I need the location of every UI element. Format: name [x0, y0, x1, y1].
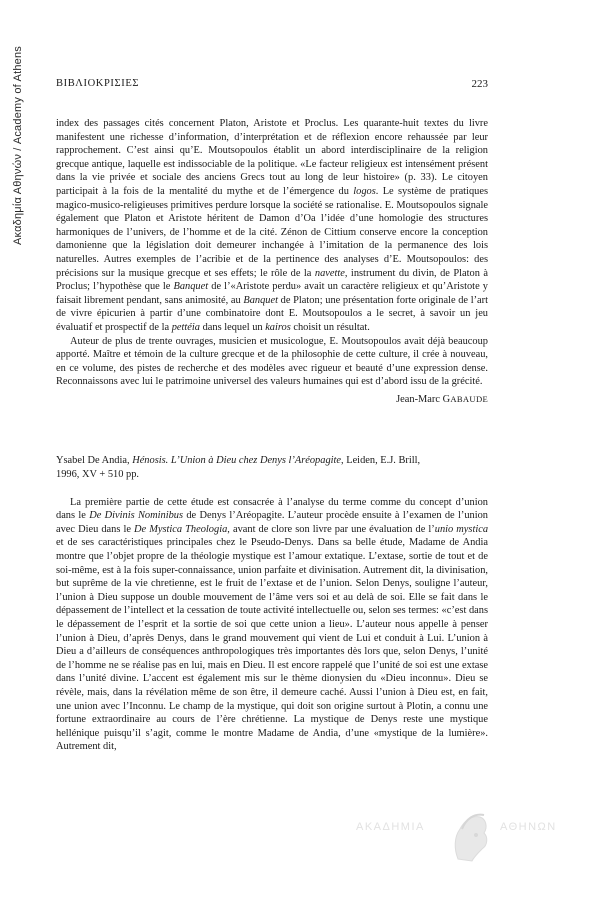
- review-signature: Jean-Marc GABAUDE: [396, 393, 488, 405]
- review2-bibliographic-entry: Ysabel De Andia, Hénosis. L’Union à Dieu chez Denys l’Aréopagite, Leiden, E.J. Brill, 1996, XV + 510 pp.: [56, 455, 421, 481]
- watermark-text-left: ΑΚΑΔΗΜΙΑ: [356, 821, 425, 833]
- review2-paragraph-1: La première partie de cette étude est consacrée à l’analyse du terme comme du concept d’union dans le De Divinis Nominibus de Denys l’Aréopagite. L’auteur procède ensuite à l’examen de l’union avec Dieu dans le De Mystica Theologia, avant de clore son livre par une évaluation de l’unio mystica et de ses caractéristiques principales chez le Pseudo-Denys. Dans sa belle étude, Madame de Andia montre que l’objet propre de la théologie mystique est l’amour extatique. L’extase, sortie de tout et de soi-même, est à la fois super-connaissance, union parfaite et divinisation. Autrement dit, la divinisation, but suprême de la vie chretienne, est le fruit de l’extase et de l’union. Selon Denys, souligne l’auteur, l’union à Dieu suppose un double mouvement de l’âme vers soi et au delà de soi. Elle se fait dans le dépassement de l’intellect et la cessation de toute activité intellectuelle ou, selon ses termes: «c’est dans le dépassement de l’esprit et la sortie de soi que cette union a lieu». L’auteur nous appelle à penser l’union à Dieu, d’après Denys, dans le grand mouvement qui vient de Lui et conduit à Lui. L’union à Dieu a d’ailleurs de conséquences anthropologiques très importantes dès lors que, selon Denys, l’unité de l’homme ne se réalise pas en lui, mais en Dieu. Il est encore rappelé que l’unité de soi est une extase dans l’unité divine. L’accent est également mis sur le thème dionysien du «Dieu inconnu». Dieu se révèle, mais, dans la révélation même de son être, il demeure caché. Aussi l’union à Dieu est, en fait, une union avec l’Inconnu. Le champ de la mystique, qui doit son origine surtout à Plotin, a connu une fortune extraordinaire au cours de l’ère chrétienne. La mystique de Denys reste une mystique hellénique puisqu’il s’agit, comme le montre Madame de Andia, d’une «mystique de la lumière». Autrement dit,: [56, 496, 489, 753]
- page-number: 223: [471, 78, 488, 90]
- side-watermark: Ακαδημία Αθηνών / Academy of Athens: [12, 45, 24, 245]
- watermark-text-right: ΑΘΗΝΩΝ: [500, 821, 557, 833]
- running-title: ΒΙΒΛΙΟΚΡΙΣΙΕΣ: [56, 78, 140, 89]
- review1-paragraph-1: index des passages cités concernent Platon, Aristote et Proclus. Les quarante-huit textes du livre manifestent une richesse d’information, d’interprétation et de réflexion encore rehaussée par leur rapprochement. C’est ainsi qu’E. Moutsopoulos établit un abord interdisciplinaire de la religion grecque antique, laquelle est indissociable de la politique. «Le facteur religieux est intensément présent dans la vie privée et sociale des anciens Grecs tout au long de leur histoire» (p. 33). Le citoyen participait à la fois de la mentalité du mythe et de l’émergence du logos. Le système de pratiques magico-musico-religieuses primitives perdure lorsque la société se rationalise. E. Moutsopoulos signale également que Platon et Aristote héritent de Damon d’Oa l’idée d’une homologie des structures harmoniques de l’univers, de l’homme et de la cité. Zénon de Cittium conserve encore la conception damonienne que la législation doit demeurer inchangée à l’imitation de la permanence des lois naturelles. Autres exemples de l’acribie et de la pertinence des analyses d’E. Moutsopoulos: des précisions sur la musique grecque et ses effets; le rôle de la navette, instrument du divin, de Platon à Proclus; l’hypothèse que le Banquet de l’«Aristote perdu» avait un caractère religieux et qu’Aristote y faisait librement pendant, sans animosité, au Banquet de Platon; une présentation forte originale de l’art de vivre épicurien à partir d’une combinatoire dont E. Moutsopoulos a le secret, à savoir un jeu évaluatif et prospectif de la pettéia dans lequel un kairos choisit un résultat.: [56, 118, 488, 333]
- signature-surname: GABAUDE: [442, 393, 488, 405]
- review1-paragraph-2: Auteur de plus de trente ouvrages, musicien et musicologue, E. Moutsopoulos avait déjà beaucoup apporté. Maître et témoin de la culture grecque et de la philosophie de cette culture, il crée à nouveau, en ce volume, des pistes de recherche et des modèles avec rigueur et beauté d’une expression dense. Reconnaissons avec lui le patrimoine universel des valeurs humaines qui est d’abord issu de la grécité.: [56, 335, 488, 388]
- athena-head-icon: [448, 809, 492, 863]
- page-body: [56, 117, 488, 754]
- academy-watermark: [356, 809, 572, 863]
